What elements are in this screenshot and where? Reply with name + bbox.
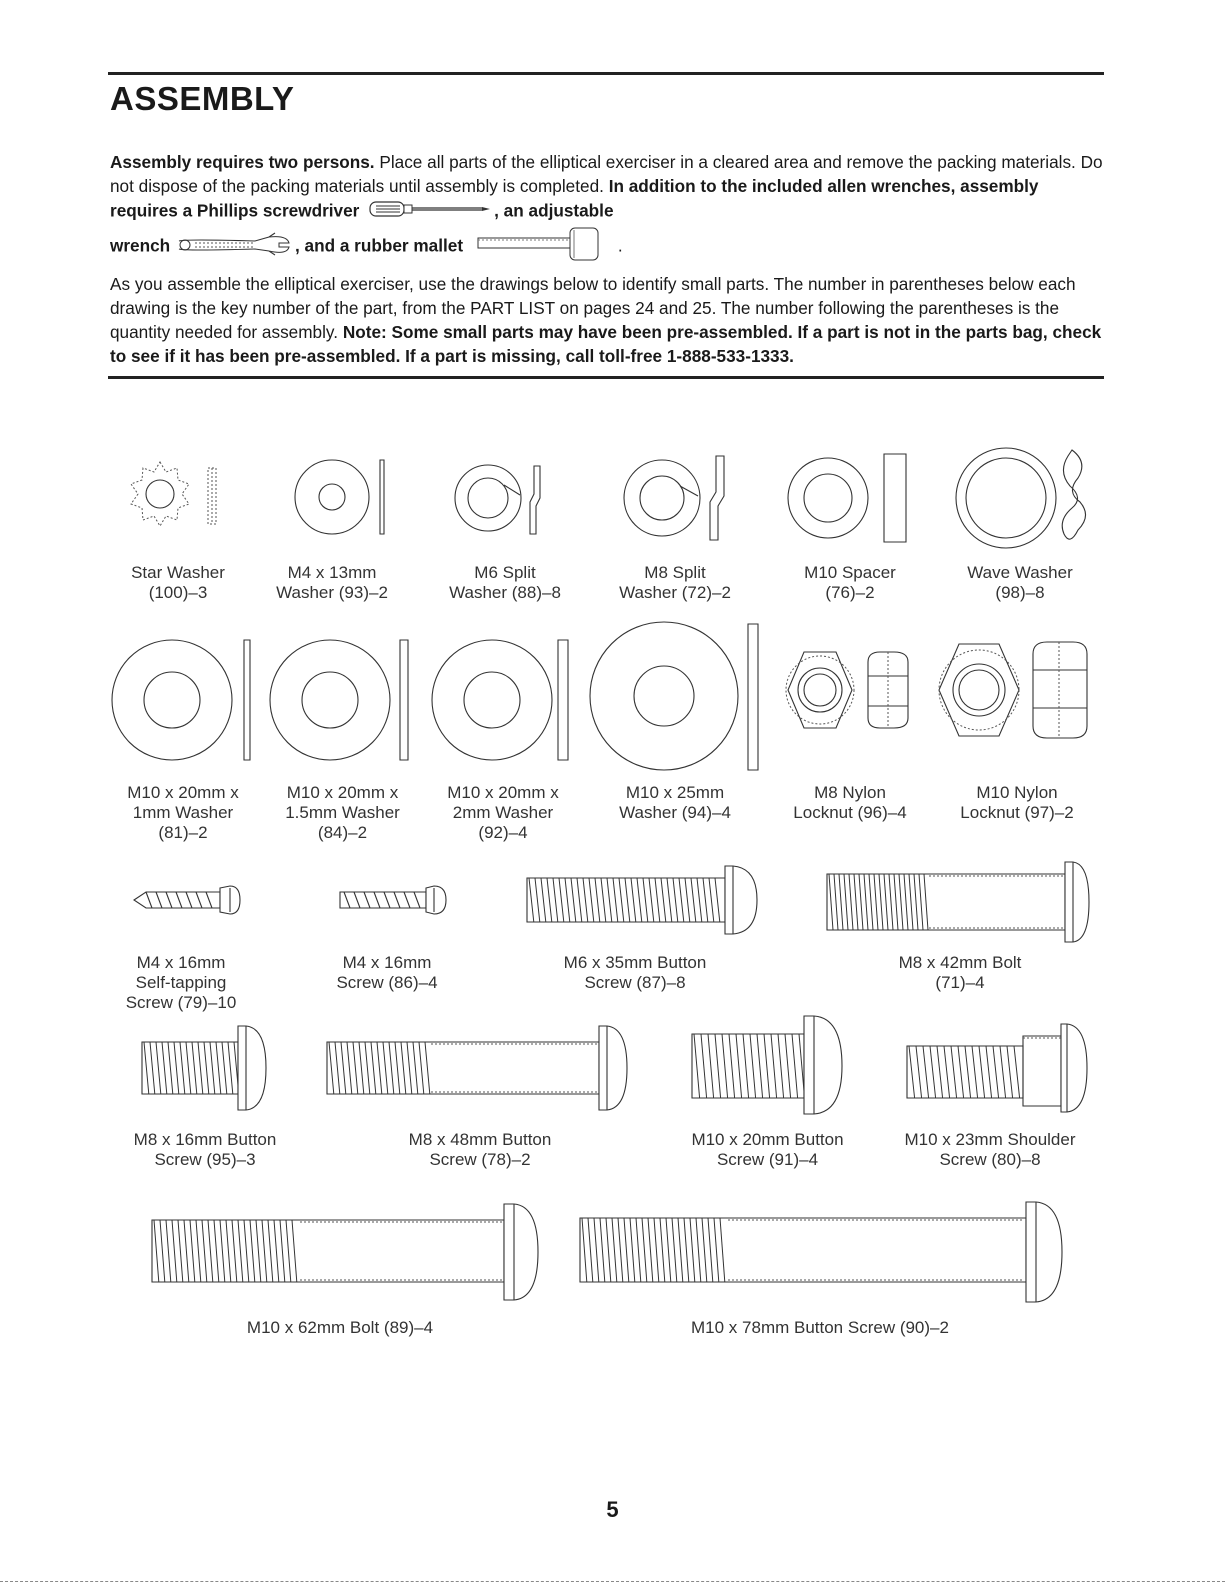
- intro-note-bold: Note: Some small parts may have been pre-assembled. If a part is not in the parts bag, check to see if it has been pre-assembled. If a part is missing, call toll-free 1-888-533-1333.: [110, 322, 1102, 366]
- m8-16mm-button-screw-drawing: [140, 1022, 270, 1112]
- label-m4-screw: M4 x 16mm Screw (86)–4: [336, 953, 438, 992]
- intro-text-a: Place all parts of the elliptical exerciser in a cleared area and remove the packing materials. Do not dispose of the packing materials until assembly is completed.: [110, 152, 1103, 196]
- star-washer-drawing: [122, 450, 232, 540]
- intro-bold-a: Assembly requires two persons.: [110, 152, 375, 172]
- m10-2mm-washer-drawing: [432, 638, 582, 762]
- label-m8-48mm-button-screw: M8 x 48mm Button Screw (78)–2: [408, 1130, 552, 1169]
- label-m8-locknut: M8 Nylon Locknut (96)–4: [793, 783, 907, 822]
- m8-locknut-drawing: [784, 648, 924, 738]
- intro-note-paragraph: [110, 272, 1105, 368]
- m10-shoulder-screw-drawing: [905, 1020, 1090, 1114]
- intro-bold-e: , and a rubber mallet: [294, 235, 464, 256]
- label-m4-self-tapping-screw: M4 x 16mm Self-tapping Screw (79)–10: [125, 953, 237, 1012]
- m6-split-washer-drawing: [450, 450, 560, 540]
- label-m10-locknut: M10 Nylon Locknut (97)–2: [960, 783, 1074, 822]
- m10-25mm-washer-drawing: [590, 622, 770, 772]
- page-number: 5: [606, 1497, 619, 1522]
- label-m10-1mm-washer: M10 x 20mm x 1mm Washer (81)–2: [127, 783, 239, 842]
- intro-paragraph: [110, 150, 1105, 268]
- label-m10-20mm-button-screw: M10 x 20mm Button Screw (91)–4: [691, 1130, 844, 1169]
- m4-washer-drawing: [290, 450, 400, 540]
- adjustable-wrench-icon: [175, 231, 295, 263]
- label-m4-washer: M4 x 13mm Washer (93)–2: [276, 563, 388, 602]
- page-title: ASSEMBLY: [110, 80, 295, 117]
- m10-1-5mm-washer-drawing: [270, 638, 420, 762]
- label-m6-split-washer: M6 Split Washer (88)–8: [449, 563, 561, 602]
- bottom-edge: [0, 1581, 1225, 1582]
- m10-locknut-drawing: [935, 638, 1095, 748]
- m10-78mm-button-screw-drawing: [578, 1198, 1068, 1304]
- label-m10-shoulder-screw: M10 x 23mm Shoulder Screw (80)–8: [904, 1130, 1076, 1169]
- label-wave-washer: Wave Washer (98)–8: [967, 563, 1073, 602]
- label-m8-16mm-button-screw: M8 x 16mm Button Screw (95)–3: [133, 1130, 277, 1169]
- label-m10-spacer: M10 Spacer (76)–2: [804, 563, 896, 602]
- top-rule: [108, 72, 1104, 75]
- m6-button-screw-drawing: [525, 862, 765, 938]
- intro-text-b: As you assemble the elliptical exerciser, use the drawings below to identify small parts. The number in parentheses below each drawing is the key number of the part, from the PART LIST on pages 24 and 25. The number following the parentheses is the quantity needed for assembly.: [110, 274, 1076, 342]
- m10-20mm-button-screw-drawing: [690, 1012, 850, 1116]
- label-m10-78mm-button-screw: M10 x 78mm Button Screw (90)–2: [691, 1318, 949, 1337]
- label-m8-split-washer: M8 Split Washer (72)–2: [619, 563, 731, 602]
- intro-bold-c: , an adjustable: [494, 200, 614, 221]
- m8-48mm-button-screw-drawing: [325, 1022, 635, 1112]
- m8-split-washer-drawing: [612, 448, 742, 543]
- wave-washer-drawing: [948, 442, 1098, 552]
- label-m10-62mm-bolt: M10 x 62mm Bolt (89)–4: [246, 1318, 434, 1337]
- intro-bold-b: In addition to the included allen wrenches, assembly requires a Phillips screwdriver: [110, 176, 1039, 221]
- section-rule: [108, 376, 1104, 379]
- label-m6-button-screw: M6 x 35mm Button Screw (87)–8: [563, 953, 707, 992]
- intro-end: .: [617, 235, 623, 256]
- m8-bolt-drawing: [825, 858, 1095, 944]
- phillips-screwdriver-icon: [364, 198, 494, 226]
- m4-screw-drawing: [336, 880, 456, 920]
- label-star-washer: Star Washer (100)–3: [131, 563, 225, 602]
- m4-self-tapping-screw-drawing: [130, 880, 250, 920]
- m10-1mm-washer-drawing: [112, 638, 262, 762]
- rubber-mallet-icon: [468, 226, 618, 268]
- intro-bold-d: wrench: [110, 235, 171, 256]
- m10-spacer-drawing: [780, 448, 920, 543]
- label-m10-2mm-washer: M10 x 20mm x 2mm Washer (92)–4: [447, 783, 559, 842]
- label-m8-bolt: M8 x 42mm Bolt (71)–4: [898, 953, 1022, 992]
- label-m10-1-5mm-washer: M10 x 20mm x 1.5mm Washer (84)–2: [285, 783, 400, 842]
- m10-62mm-bolt-drawing: [150, 1200, 550, 1304]
- label-m10-25mm-washer: M10 x 25mm Washer (94)–4: [619, 783, 731, 822]
